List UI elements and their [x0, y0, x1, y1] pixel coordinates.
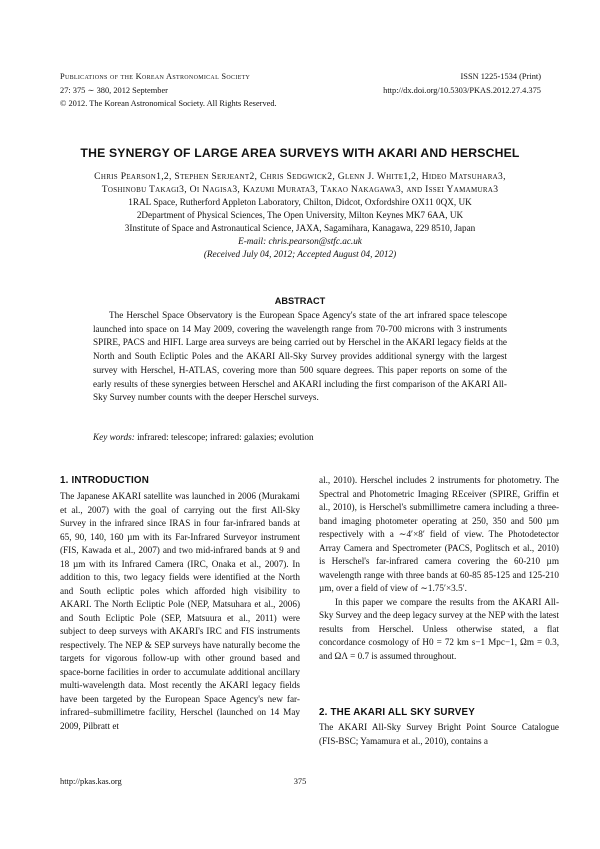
right-paragraph-2: In this paper we compare the results from the AKARI All-Sky Survey and the deep legacy survey at the NEP with the latest results from Herschel. Unless otherwise stated, a flat concordance cosmology of H0 = 72 km s−1 Mpc−1, Ωm = 0.3, and ΩΛ = 0.7 is assumed throughout. — [319, 596, 560, 661]
right-paragraph-1: al., 2010). Herschel includes 2 instruments for photometry. The Spectral and Photometric Imaging REceiver (SPIRE, Griffin et al., 2010), is Herschel's submillimetre camera including a three-band imaging photometer operating at 250, 350 and 500 µm respectively with a ∼4′×8′ field of view. The Photodetector Array Camera and Spectrometer (PACS, Poglitsch et al., 2010) is Herschel's far-infrared camera covering the 60-210 µm wavelength range with three bands at 60-85 85-125 and 125-210 µm, over a field of view of ∼1.75′×3.5′. — [319, 475, 559, 593]
doi-link[interactable]: http://dx.doi.org/10.5303/PKAS.2012.27.4.375 — [383, 85, 541, 95]
author-email[interactable]: E-mail: chris.pearson@stfc.ac.uk — [238, 236, 362, 246]
paper-title: THE SYNERGY OF LARGE AREA SURVEYS WITH AKARI AND HERSCHEL — [80, 146, 520, 160]
copyright-line: © 2012. The Korean Astronomical Society. All Rights Reserved. — [60, 99, 277, 109]
intro-paragraph-1: The Japanese AKARI satellite was launched in 2006 (Murakami et al., 2007) with the goal of carrying out the first All-Sky Survey in the infrared since IRAS in four far-infrared bands at 65, 90, 140, 160 µm with its Far-Infrared Surveyor instrument (FIS, Kawada et al., 2007) and two mid-infrared bands at 9 and 18 µm with its Infrared Camera (IRC, Onaka et al., 2007). In addition to this, two legacy fields were identified at the North and South ecliptic poles which afforded high visibility to AKARI. The North Ecliptic Pole (NEP, Matsuhara et al., 2006) and South Ecliptic Pole (SEP, Matsuura et al., 2011) were subject to deep surveys with AKARI's IRC and FIS instruments respectively. The NEP & SEP surveys have naturally become the targets for vigorous follow-up with other ground based and space-borne facilities in order to accumulate additional ancillary multi-wavelength data. Most recently the AKARI legacy fields have been targeted by the European Space Agency's new far-infrared–submillimetre facility, Herschel (launched on 14 May 2009, Pilbratt et — [60, 491, 300, 731]
affiliation-3: 3Institute of Space and Astronautical Science, JAXA, Sagamihara, Kanagawa, 229 8510, Japan — [124, 223, 476, 233]
received-accepted-dates: (Received July 04, 2012; Accepted August 04, 2012) — [203, 249, 397, 259]
keywords-label: Key words: — [93, 432, 135, 442]
left-column — [60, 490, 300, 733]
section-2-body — [319, 721, 559, 748]
keywords-text: infrared: telescope; infrared: galaxies; evolution — [137, 432, 314, 442]
author-block — [40, 170, 560, 261]
volume-line: 27: 375 ∼ 380, 2012 September — [60, 85, 168, 95]
section-1-heading: 1. INTRODUCTION — [60, 475, 149, 486]
issn: ISSN 1225-1534 (Print) — [460, 72, 541, 81]
affiliation-1: 1RAL Space, Rutherford Appleton Laboratory, Chilton, Didcot, Oxfordshire OX11 0QX, UK — [128, 197, 472, 207]
journal-name: Publications of the Korean Astronomical Society — [60, 72, 251, 81]
section-2-paragraph-1: The AKARI All-Sky Survey Bright Point Source Catalogue (FIS-BSC; Yamamura et al., 2010), contains a — [319, 722, 559, 746]
author-line-2: Toshinobu Takagi3, Oi Nagisa3, Kazumi Murata3, Takao Nakagawa3, and Issei Yamamura3 — [101, 184, 499, 195]
author-line-1: Chris Pearson1,2, Stephen Serjeant2, Chris Sedgwick2, Glenn J. White1,2, Hideo Matsuhara3, — [94, 171, 506, 182]
issn-doi-block — [301, 70, 541, 97]
abstract-text: The Herschel Space Observatory is the European Space Agency's state of the art infrared space telescope launched into space on 14 May 2009, covering the wavelength range from 70-700 microns with 3 instruments SPIRE, PACS and HIFI. Large area surveys are being carried out by Herschel in the AKARI legacy fields at the North and South Ecliptic Poles and the AKARI All-Sky Survey provides additional synergy with the largest survey with Herschel, H-ATLAS, covering more than 500 square degrees. This paper reports on some of the early results of these synergies between Herschel and AKARI including the first comparison of the AKARI All-Sky Survey number counts with the deeper Herschel surveys. — [93, 310, 507, 403]
affiliation-2: 2Department of Physical Sciences, The Open University, Milton Keynes MK7 6AA, UK — [136, 210, 464, 220]
page-number: 375 — [293, 777, 307, 786]
footer-url[interactable]: http://pkas.kas.org — [60, 777, 122, 786]
section-2-heading: 2. THE AKARI ALL SKY SURVEY — [319, 707, 476, 718]
right-column — [319, 474, 559, 663]
keywords — [93, 432, 513, 442]
abstract-heading: ABSTRACT — [274, 296, 326, 306]
